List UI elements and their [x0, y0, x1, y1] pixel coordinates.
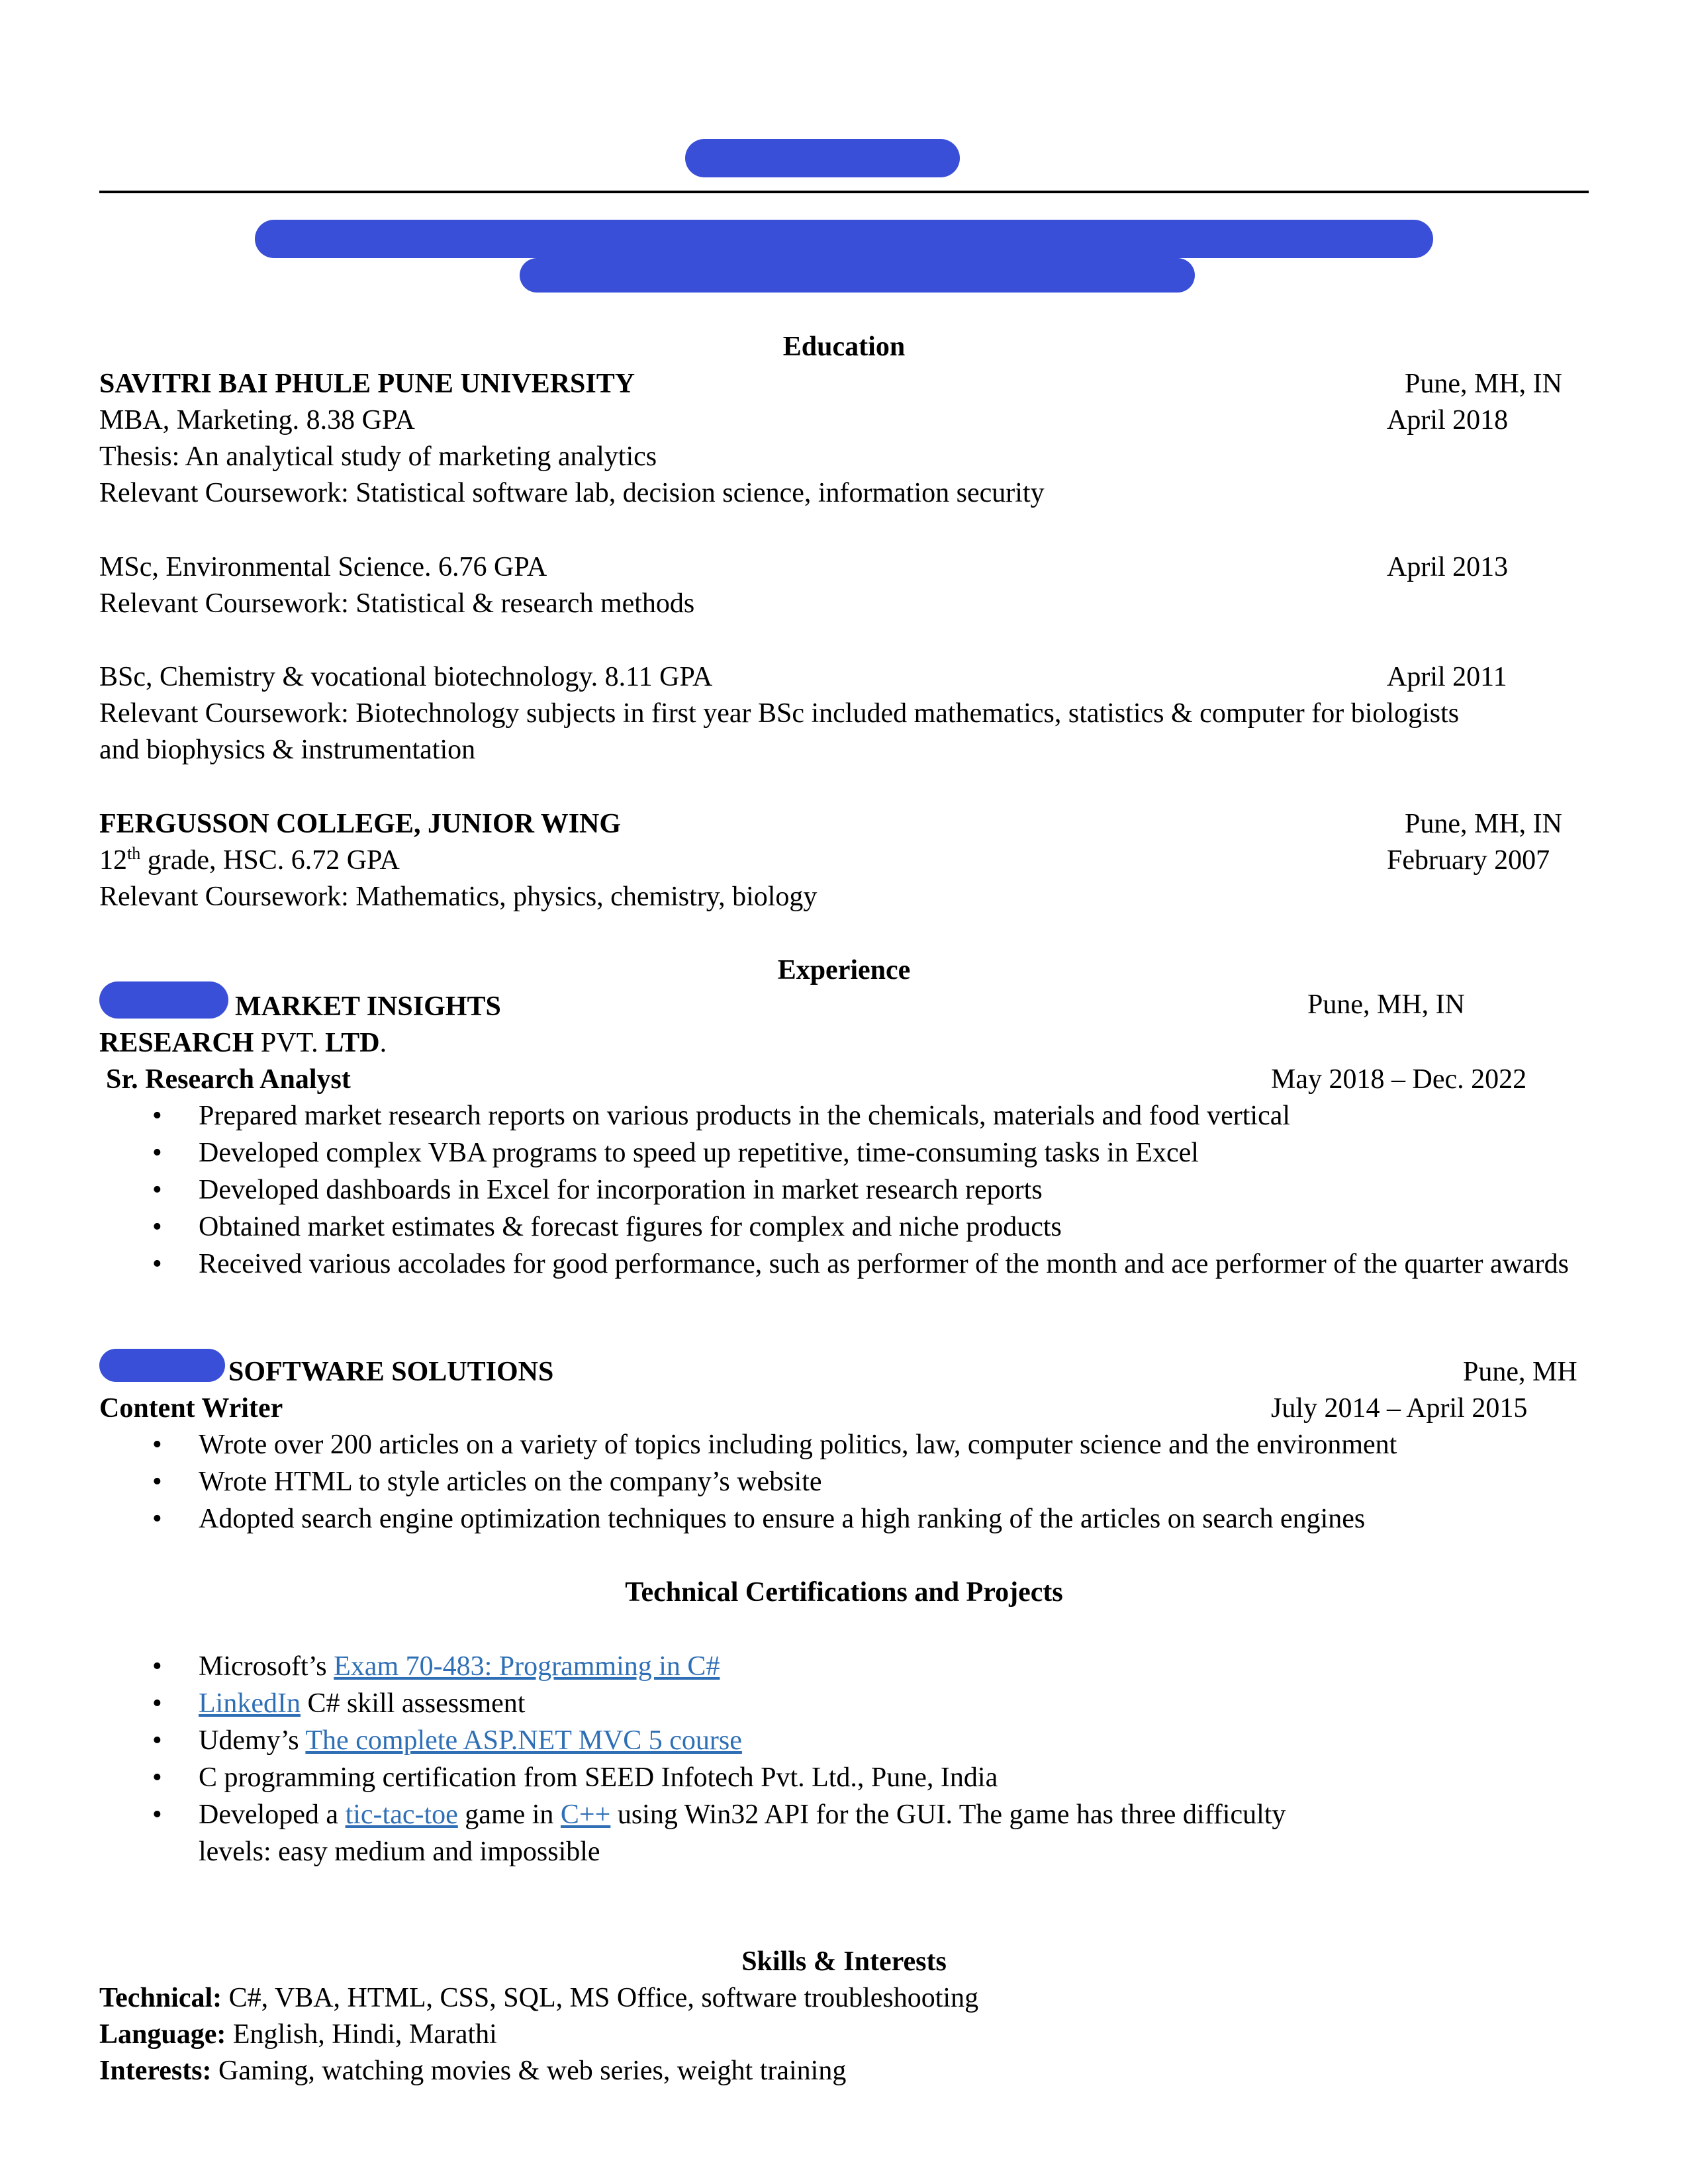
cert5-line2: levels: easy medium and impossible	[199, 1837, 600, 1867]
mba-thesis: Thesis: An analytical study of marketing analytics	[99, 441, 657, 472]
job1-company-line2	[99, 1024, 387, 1062]
company-period: .	[379, 1028, 387, 1058]
company-word-pvt: PVT.	[254, 1028, 326, 1058]
technical-label: Technical:	[99, 1983, 222, 2013]
job2-location: Pune, MH	[1463, 1357, 1577, 1387]
list-item: • Received various accolades for good performance, such as performer of the month and ace performer of the quarter awards	[99, 1246, 1622, 1283]
job1-bullets	[99, 1097, 1622, 1283]
company-word-ltd: LTD	[325, 1028, 380, 1058]
certifications-heading: Technical Certifications and Projects	[625, 1577, 1063, 1608]
skills-heading: Skills & Interests	[741, 1946, 947, 1977]
grade-rest: grade, HSC. 6.72 GPA	[140, 845, 400, 876]
mba-degree: MBA, Marketing. 8.38 GPA	[99, 405, 415, 435]
experience-heading: Experience	[777, 955, 911, 985]
list-item	[99, 1796, 1622, 1870]
fergusson-coursework: Relevant Coursework: Mathematics, physics, chemistry, biology	[99, 882, 818, 912]
language-label: Language:	[99, 2019, 226, 2050]
fergusson-location: Pune, MH, IN	[1405, 809, 1562, 839]
skills-technical	[99, 1979, 978, 2017]
sppu-name: SAVITRI BAI PHULE PUNE UNIVERSITY	[99, 369, 635, 399]
cert5-middle: game in	[457, 1799, 561, 1830]
language-value: English, Hindi, Marathi	[226, 2019, 497, 2050]
bsc-coursework-line2: and biophysics & instrumentation	[99, 735, 476, 765]
job2-title: Content Writer	[99, 1393, 283, 1424]
list-item	[99, 1722, 1622, 1759]
list-item	[99, 1685, 1622, 1722]
cert2-suffix: C# skill assessment	[300, 1688, 526, 1719]
grade-number: 12	[99, 845, 127, 876]
mba-coursework: Relevant Coursework: Statistical software lab, decision science, information security	[99, 478, 1045, 508]
mba-date: April 2018	[1387, 405, 1509, 435]
udemy-course-link[interactable]: The complete ASP.NET MVC 5 course	[305, 1725, 742, 1756]
list-item: • C programming certification from SEED Infotech Pvt. Ltd., Pune, India	[99, 1759, 1622, 1796]
header-rule	[99, 191, 1589, 193]
list-item: • Adopted search engine optimization techniques to ensure a high ranking of the articles on search engines	[99, 1500, 1622, 1537]
tic-tac-toe-link[interactable]: tic-tac-toe	[345, 1799, 458, 1830]
fergusson-grade	[99, 842, 400, 879]
msc-date: April 2013	[1387, 552, 1509, 582]
job2-company: SOFTWARE SOLUTIONS	[228, 1357, 554, 1387]
list-item: • Developed dashboards in Excel for incorporation in market research reports	[99, 1171, 1622, 1208]
certifications-list	[99, 1648, 1622, 1870]
list-item: • Developed complex VBA programs to speed up repetitive, time-consuming tasks in Excel	[99, 1134, 1622, 1171]
company-word-research: RESEARCH	[99, 1028, 254, 1058]
linkedin-link[interactable]: LinkedIn	[199, 1688, 301, 1719]
list-item: • Prepared market research reports on various products in the chemicals, materials and food vertical	[99, 1097, 1622, 1134]
redacted-company-1	[99, 981, 228, 1019]
bsc-degree: BSc, Chemistry & vocational biotechnology. 8.11 GPA	[99, 662, 713, 692]
list-item: • Wrote HTML to style articles on the company’s website	[99, 1463, 1622, 1500]
redacted-company-2	[99, 1349, 225, 1382]
technical-value: C#, VBA, HTML, CSS, SQL, MS Office, software troubleshooting	[222, 1983, 979, 2013]
list-item: • Obtained market estimates & forecast figures for complex and niche products	[99, 1208, 1622, 1246]
fergusson-name: FERGUSSON COLLEGE, JUNIOR WING	[99, 809, 622, 839]
bsc-date: April 2011	[1387, 662, 1507, 692]
sppu-location: Pune, MH, IN	[1405, 369, 1562, 399]
cert3-prefix: Udemy’s	[199, 1725, 306, 1756]
redacted-contact-line1	[255, 220, 1433, 258]
job1-dates: May 2018 – Dec. 2022	[1271, 1064, 1527, 1095]
msc-degree: MSc, Environmental Science. 6.76 GPA	[99, 552, 547, 582]
job1-company-line1: MARKET INSIGHTS	[235, 991, 501, 1022]
cert5-suffix: using Win32 API for the GUI. The game has three difficulty	[610, 1799, 1286, 1830]
cpp-link[interactable]: C++	[560, 1799, 611, 1830]
interests-label: Interests:	[99, 2056, 212, 2086]
skills-interests	[99, 2052, 846, 2089]
education-heading: Education	[782, 332, 906, 362]
list-item	[99, 1648, 1622, 1685]
interests-value: Gaming, watching movies & web series, weight training	[211, 2056, 847, 2086]
grade-suffix: th	[127, 844, 141, 863]
cert1-prefix: Microsoft’s	[199, 1651, 334, 1682]
fergusson-date: February 2007	[1387, 845, 1550, 876]
redacted-name	[685, 139, 960, 177]
cert5-prefix: Developed a	[199, 1799, 346, 1830]
list-item: • Wrote over 200 articles on a variety of topics including politics, law, computer science and the environment	[99, 1426, 1622, 1463]
skills-language	[99, 2016, 497, 2053]
job1-title: Sr. Research Analyst	[106, 1064, 351, 1095]
job2-bullets	[99, 1426, 1622, 1537]
exam-70-483-link[interactable]: Exam 70-483: Programming in C#	[334, 1651, 720, 1682]
msc-coursework: Relevant Coursework: Statistical & research methods	[99, 588, 695, 619]
bsc-coursework-line1: Relevant Coursework: Biotechnology subjects in first year BSc included mathematics, statistics & computer for biologists	[99, 698, 1460, 729]
redacted-contact-line2	[520, 258, 1195, 293]
job1-location: Pune, MH, IN	[1307, 989, 1465, 1020]
job2-dates: July 2014 – April 2015	[1271, 1393, 1528, 1424]
